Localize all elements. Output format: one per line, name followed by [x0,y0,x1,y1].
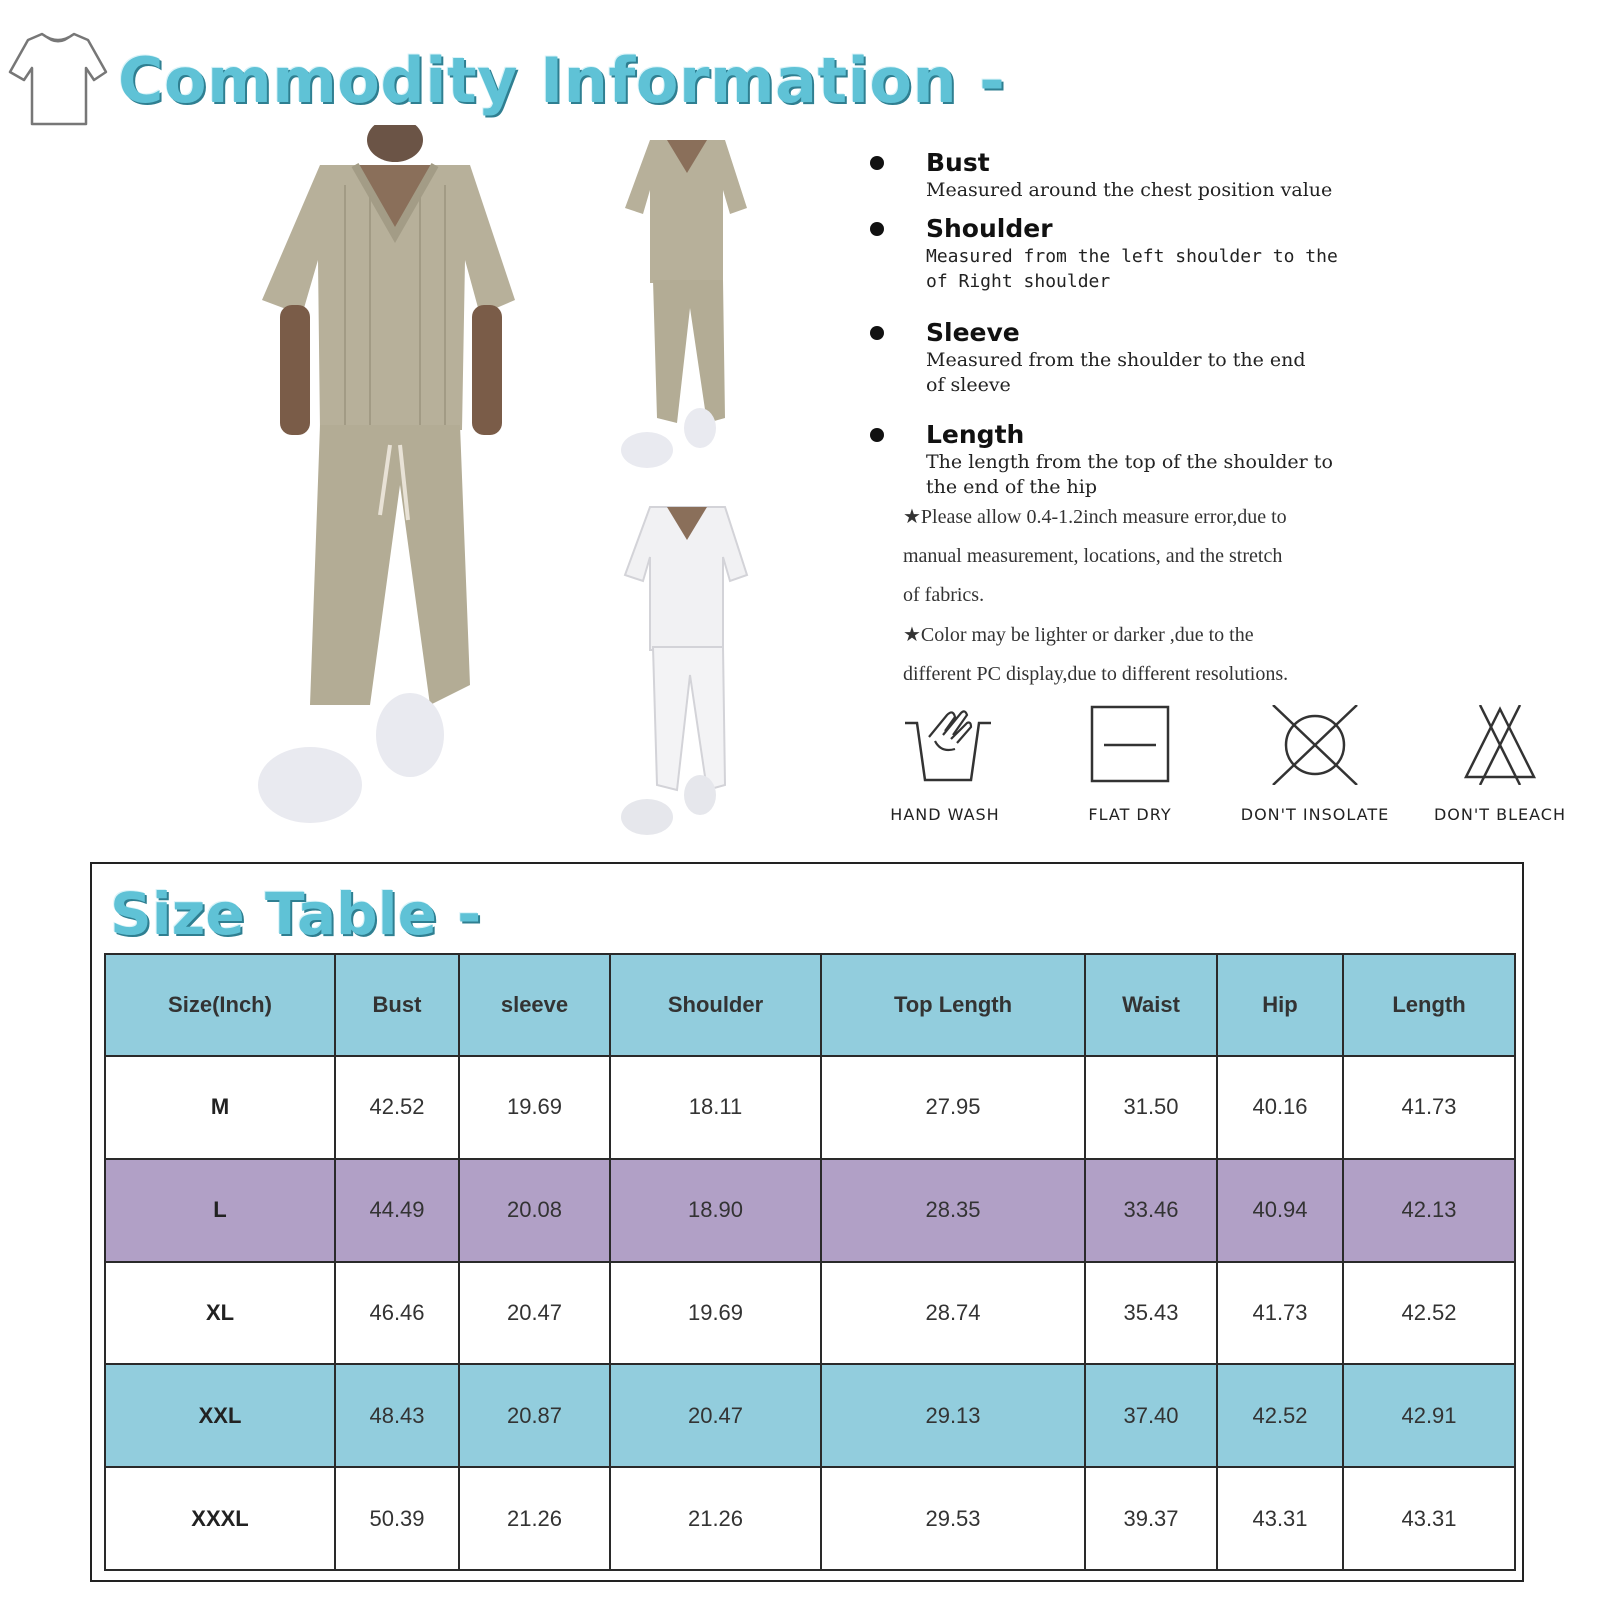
table-cell: 43.31 [1217,1467,1343,1570]
size-cell: M [105,1056,335,1159]
dont-bleach-icon [1450,705,1550,785]
column-header: Size(Inch) [105,954,335,1056]
table-cell: 41.73 [1217,1262,1343,1365]
table-cell: 28.35 [821,1159,1085,1262]
table-cell: 42.91 [1343,1364,1515,1467]
care-dont-insolate [1240,705,1390,824]
table-cell: 46.46 [335,1262,459,1365]
size-cell: XXL [105,1364,335,1467]
table-cell: 18.11 [610,1056,821,1159]
measure-desc-line: of Right shoulder [926,271,1111,292]
table-cell: 42.52 [1343,1262,1515,1365]
size-cell: XL [105,1262,335,1365]
column-header: Bust [335,954,459,1056]
bullet-icon [870,156,884,170]
care-label: DON'T INSOLATE [1240,805,1390,824]
table-cell: 28.74 [821,1262,1085,1365]
measure-bust [888,148,1448,203]
measure-desc-line: the end of the hip [926,476,1097,498]
measure-term: Sleeve [926,318,1020,347]
product-photo-white-small [615,495,760,845]
table-cell: 19.69 [459,1056,610,1159]
table-cell: 20.47 [459,1262,610,1365]
measure-sleeve [888,318,1448,398]
table-cell: 44.49 [335,1159,459,1262]
measure-desc-line: Measured from the shoulder to the end [926,349,1306,371]
table-cell: 20.08 [459,1159,610,1262]
product-photo-khaki [250,125,530,845]
table-row [105,1159,1515,1262]
note-line: of fabrics. [903,584,985,606]
table-cell: 37.40 [1085,1364,1217,1467]
table-cell: 29.13 [821,1364,1085,1467]
note-line: ★Please allow 0.4-1.2inch measure error,due to [903,506,1287,528]
size-table-title: Size Table - [110,880,482,948]
table-cell: 40.16 [1217,1056,1343,1159]
measure-term: Bust [926,148,990,177]
table-cell: 21.26 [459,1467,610,1570]
measure-length [888,420,1448,500]
table-cell: 48.43 [335,1364,459,1467]
flat-dry-icon [1080,705,1180,785]
dont-insolate-icon [1265,705,1365,785]
table-cell: 20.47 [610,1364,821,1467]
note-color [903,616,1363,694]
column-header: Length [1343,954,1515,1056]
measure-desc-line: The length from the top of the shoulder to [926,451,1333,473]
column-header: Waist [1085,954,1217,1056]
hand-wash-icon [895,705,995,785]
note-line: manual measurement, locations, and the stretch [903,545,1283,567]
column-header: Shoulder [610,954,821,1056]
bullet-icon [870,222,884,236]
measure-term: Shoulder [926,214,1053,243]
product-photo-khaki-small [615,128,760,478]
care-dont-bleach [1425,705,1575,824]
table-cell: 42.52 [335,1056,459,1159]
table-header-row [105,954,1515,1056]
table-cell: 43.31 [1343,1467,1515,1570]
care-hand-wash [870,705,1020,824]
table-cell: 41.73 [1343,1056,1515,1159]
note-line: ★Color may be lighter or darker ,due to the [903,624,1254,646]
measure-desc-line: Measured from the left shoulder to the [926,246,1338,267]
table-cell: 21.26 [610,1467,821,1570]
table-cell: 18.90 [610,1159,821,1262]
size-cell: XXXL [105,1467,335,1570]
table-cell: 42.13 [1343,1159,1515,1262]
measure-desc: Measured around the chest position value [926,179,1333,201]
care-label: HAND WASH [890,805,1000,824]
measure-desc-line: of sleeve [926,374,1011,396]
table-cell: 27.95 [821,1056,1085,1159]
note-line: different PC display,due to different resolutions. [903,663,1289,685]
measure-term: Length [926,420,1025,449]
column-header: Hip [1217,954,1343,1056]
size-cell: L [105,1159,335,1262]
care-flat-dry [1055,705,1205,824]
table-cell: 31.50 [1085,1056,1217,1159]
table-cell: 33.46 [1085,1159,1217,1262]
page-title: Commodity Information - [118,44,1006,117]
care-label: DON'T BLEACH [1433,805,1566,824]
table-row [105,1467,1515,1570]
table-row [105,1364,1515,1467]
tshirt-icon [8,28,108,128]
table-row [105,1262,1515,1365]
measure-shoulder [888,214,1448,294]
size-table [104,953,1516,1571]
table-cell: 19.69 [610,1262,821,1365]
care-label: FLAT DRY [1088,805,1172,824]
table-row [105,1056,1515,1159]
column-header: Top Length [821,954,1085,1056]
table-cell: 42.52 [1217,1364,1343,1467]
table-cell: 35.43 [1085,1262,1217,1365]
table-cell: 50.39 [335,1467,459,1570]
table-cell: 20.87 [459,1364,610,1467]
table-cell: 40.94 [1217,1159,1343,1262]
bullet-icon [870,428,884,442]
note-measure-error [903,498,1363,615]
bullet-icon [870,326,884,340]
table-cell: 29.53 [821,1467,1085,1570]
column-header: sleeve [459,954,610,1056]
table-cell: 39.37 [1085,1467,1217,1570]
